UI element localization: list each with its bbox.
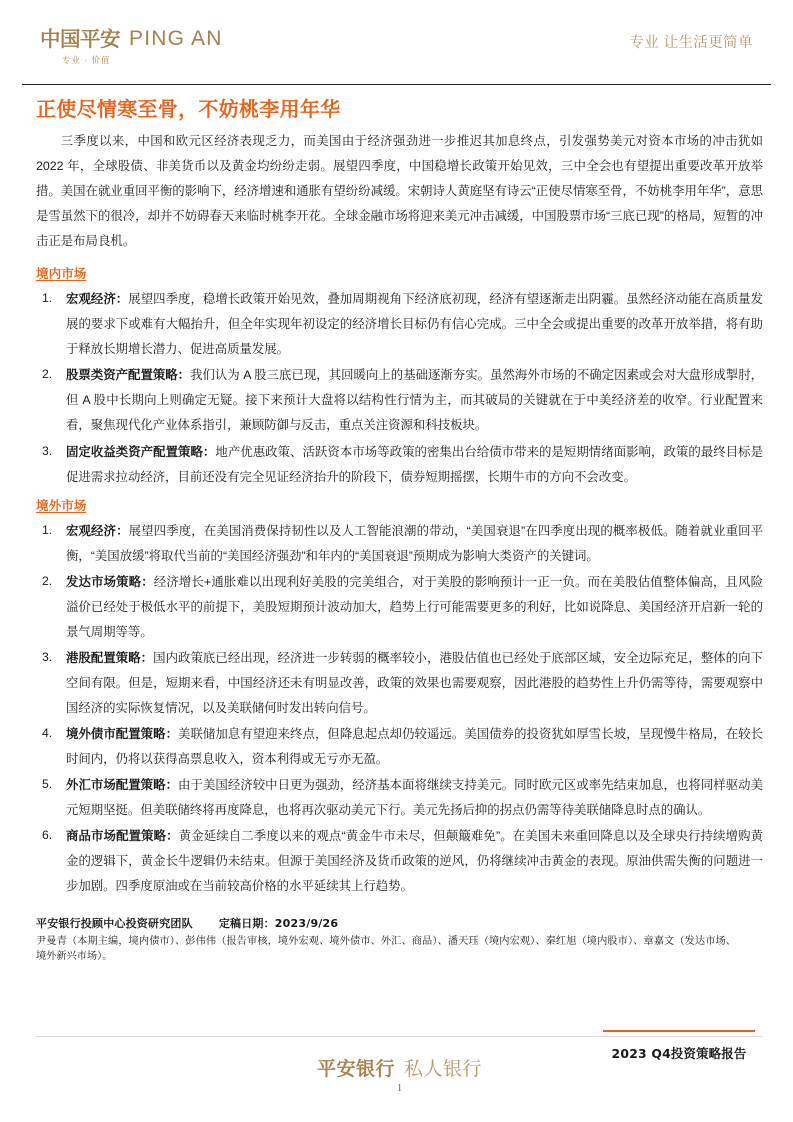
point-lead: 港股配置策略： <box>66 649 154 665</box>
point-body: 国内政策底已经出现，经济进一步转弱的概率较小，港股估值也已经处于底部区域，安全边际充足，整体的向下空间有限。但是，短期来看，中国经济还未有明显改善，政策的效果也需要观察，因此港股的趋势性上升仍需等待，需要观察中国经济的实际恢复情况，以及美联储何时发出转向信号。 <box>66 650 764 715</box>
point-lead: 境外债市配置策略： <box>66 725 179 741</box>
page-footer <box>36 1022 763 1122</box>
list-item <box>36 823 763 899</box>
credits-team: 平安银行投顾中心投资研究团队 <box>36 917 193 931</box>
section-domestic <box>36 260 763 286</box>
list-item <box>36 286 763 362</box>
point-lead: 宏观经济： <box>66 291 129 307</box>
point-lead: 宏观经济： <box>66 522 129 538</box>
section-heading-overseas: 境外市场 <box>36 497 87 513</box>
points-list-overseas <box>36 518 763 900</box>
point-body: 展望四季度，在美国消费保持韧性以及人工智能浪潮的带动，“美国衰退”在四季度出现的概率极低。随着就业重回平衡，“美国放缓”将取代当前的“美国经济强劲”和年内的“美国衰退”预期成为影响大类资产的关键词。 <box>66 523 763 563</box>
list-item <box>36 569 763 645</box>
header-divider <box>22 84 771 85</box>
intro-paragraph: 三季度以来，中国和欧元区经济表现乏力，而美国由于经济强劲进一步推迟其加息终点，引发强势美元对资本市场的冲击犹如 2022 年，全球股债、非美货币以及黄金均纷纷走弱。展望四季度，中国稳增长政策开始见效，三中全会也有望提出重要改革开放举措。美国在就业重回平衡的影响下，经济增速和通胀有望纷纷减缓。宋朝诗人黄庭坚有诗云“正使尽情寒至骨，不妨桃李用年华”，意思是雪虽然下的很冷，却并不妨碍春天来临时桃李开花。全球金融市场将迎来美元冲击减缓，中国股票市场“三底已现”的格局，短暂的冲击正是布局良机。 <box>36 134 763 249</box>
footer-accent-rule <box>603 1030 755 1032</box>
footer-divider <box>36 1036 763 1037</box>
credits-date: 定稿日期：2023/9/26 <box>218 917 339 931</box>
point-lead: 固定收益类资产配置策略： <box>66 443 216 459</box>
list-item <box>36 439 763 490</box>
list-item <box>36 772 763 823</box>
list-item <box>36 645 763 721</box>
list-item <box>36 721 763 772</box>
footer-report-label: 2023 Q4投资策略报告 <box>611 1046 747 1061</box>
logo-english-name: PING AN <box>129 27 223 50</box>
page-title: 正使尽情寒至骨，不妨桃李用年华 <box>36 97 341 121</box>
point-lead: 外汇市场配置策略： <box>66 777 179 793</box>
logo-chinese-name: 中国平安 <box>40 26 120 51</box>
footer-brand-private: 私人银行 <box>404 1058 483 1080</box>
logo-wordmark <box>40 28 223 49</box>
credits-authors: 尹曼青（本期主编，境内债市）、彭伟伟（报告审核，境外宏观、境外债市、外汇、商品）、潘天珏（境内宏观）、秦红旭（境内股市）、章嘉文（发达市场、境外新兴市场）。 <box>36 935 736 963</box>
footer-brand-bank: 平安银行 <box>316 1058 395 1080</box>
points-list-domestic <box>36 286 763 489</box>
point-body: 美联储加息有望迎来终点，但降息起点却仍较遥远。美国债券的投资犹如厚雪长坡，呈现慢牛格局，在较长时间内，仍将以获得高票息收入，资本利得或无亏亦无盈。 <box>66 726 764 767</box>
section-heading-domestic: 境内市场 <box>36 266 87 282</box>
logo-slogan: 专业 · 价值 <box>62 55 111 65</box>
point-body: 经济增长+通胀难以出现利好美股的完美组合，对于美股的影响预计一正一负。而在美股估值整体偏高，且风险溢价已经处于极低水平的前提下，美股短期预计波动加大，趋势上行可能需要更多的利好，比如说降息、美国经济开启新一轮的景气周期等等。 <box>66 574 763 639</box>
credits-team-line <box>36 915 763 933</box>
list-item <box>36 518 763 569</box>
document-body <box>36 96 763 965</box>
list-item <box>36 362 763 438</box>
point-lead: 发达市场策略： <box>66 573 154 589</box>
point-lead: 商品市场配置策略： <box>66 828 179 844</box>
footer-brand <box>36 1054 763 1081</box>
point-body: 展望四季度，稳增长政策开始见效，叠加周期视角下经济底初现，经济有望逐渐走出阴霾。虽然经济动能在高质量发展的要求下或难有大幅抬升，但全年实现年初设定的经济增长目标仍有信心完成。三中全会或提出重要的改革开放举措，将有助于释放长期增长潜力、促进高质量发展。 <box>66 292 764 357</box>
point-body: 我们认为 A 股三底已现，其回暖向上的基础逐渐夯实。虽然海外市场的不确定因素或会对大盘形成掣肘，但 A 股中长期向上则确定无疑。接下来预计大盘将以结构性行情为主，而其破局的关键就在于中美经济差的收窄。行业配置来看，聚焦现代化产业体系指引，兼顾防御与反击，重点关注资源和科技板块。 <box>66 368 763 433</box>
credits-block <box>36 915 763 965</box>
point-body: 黄金延续自二季度以来的观点“黄金牛市未尽，但颠簸难免”。在美国未来重回降息以及全球央行持续增购黄金的逻辑下，黄金长牛逻辑仍未结束。但源于美国经济及货币政策的逆风，仍将继续冲击黄金的表现。原油供需失衡的问题进一步加剧。四季度原油或在当前较高价格的水平延续其上行趋势。 <box>66 829 763 894</box>
point-body: 由于美国经济较中日更为强劲，经济基本面将继续支持美元。同时欧元区或率先结束加息，也将同样驱动美元短期坚挺。但美联储终将再度降息，也将再次驱动美元下行。美元先扬后抑的拐点仍需等待美联储降息时点的确认。 <box>66 778 764 818</box>
page-number: 1 <box>396 1082 403 1094</box>
point-body: 地产优惠政策、活跃资本市场等政策的密集出台给债市带来的是短期情绪面影响，政策的最终目标是促进需求拉动经济，目前还没有完全见证经济抬升的阶段下，债券短期摇摆，长期牛市的方向不会改变。 <box>66 444 764 484</box>
page-header <box>40 28 753 80</box>
point-lead: 股票类资产配置策略： <box>66 367 191 383</box>
header-tagline: 专业 让生活更简单 <box>629 35 753 51</box>
pingan-logo <box>40 28 223 65</box>
section-overseas <box>36 492 763 518</box>
